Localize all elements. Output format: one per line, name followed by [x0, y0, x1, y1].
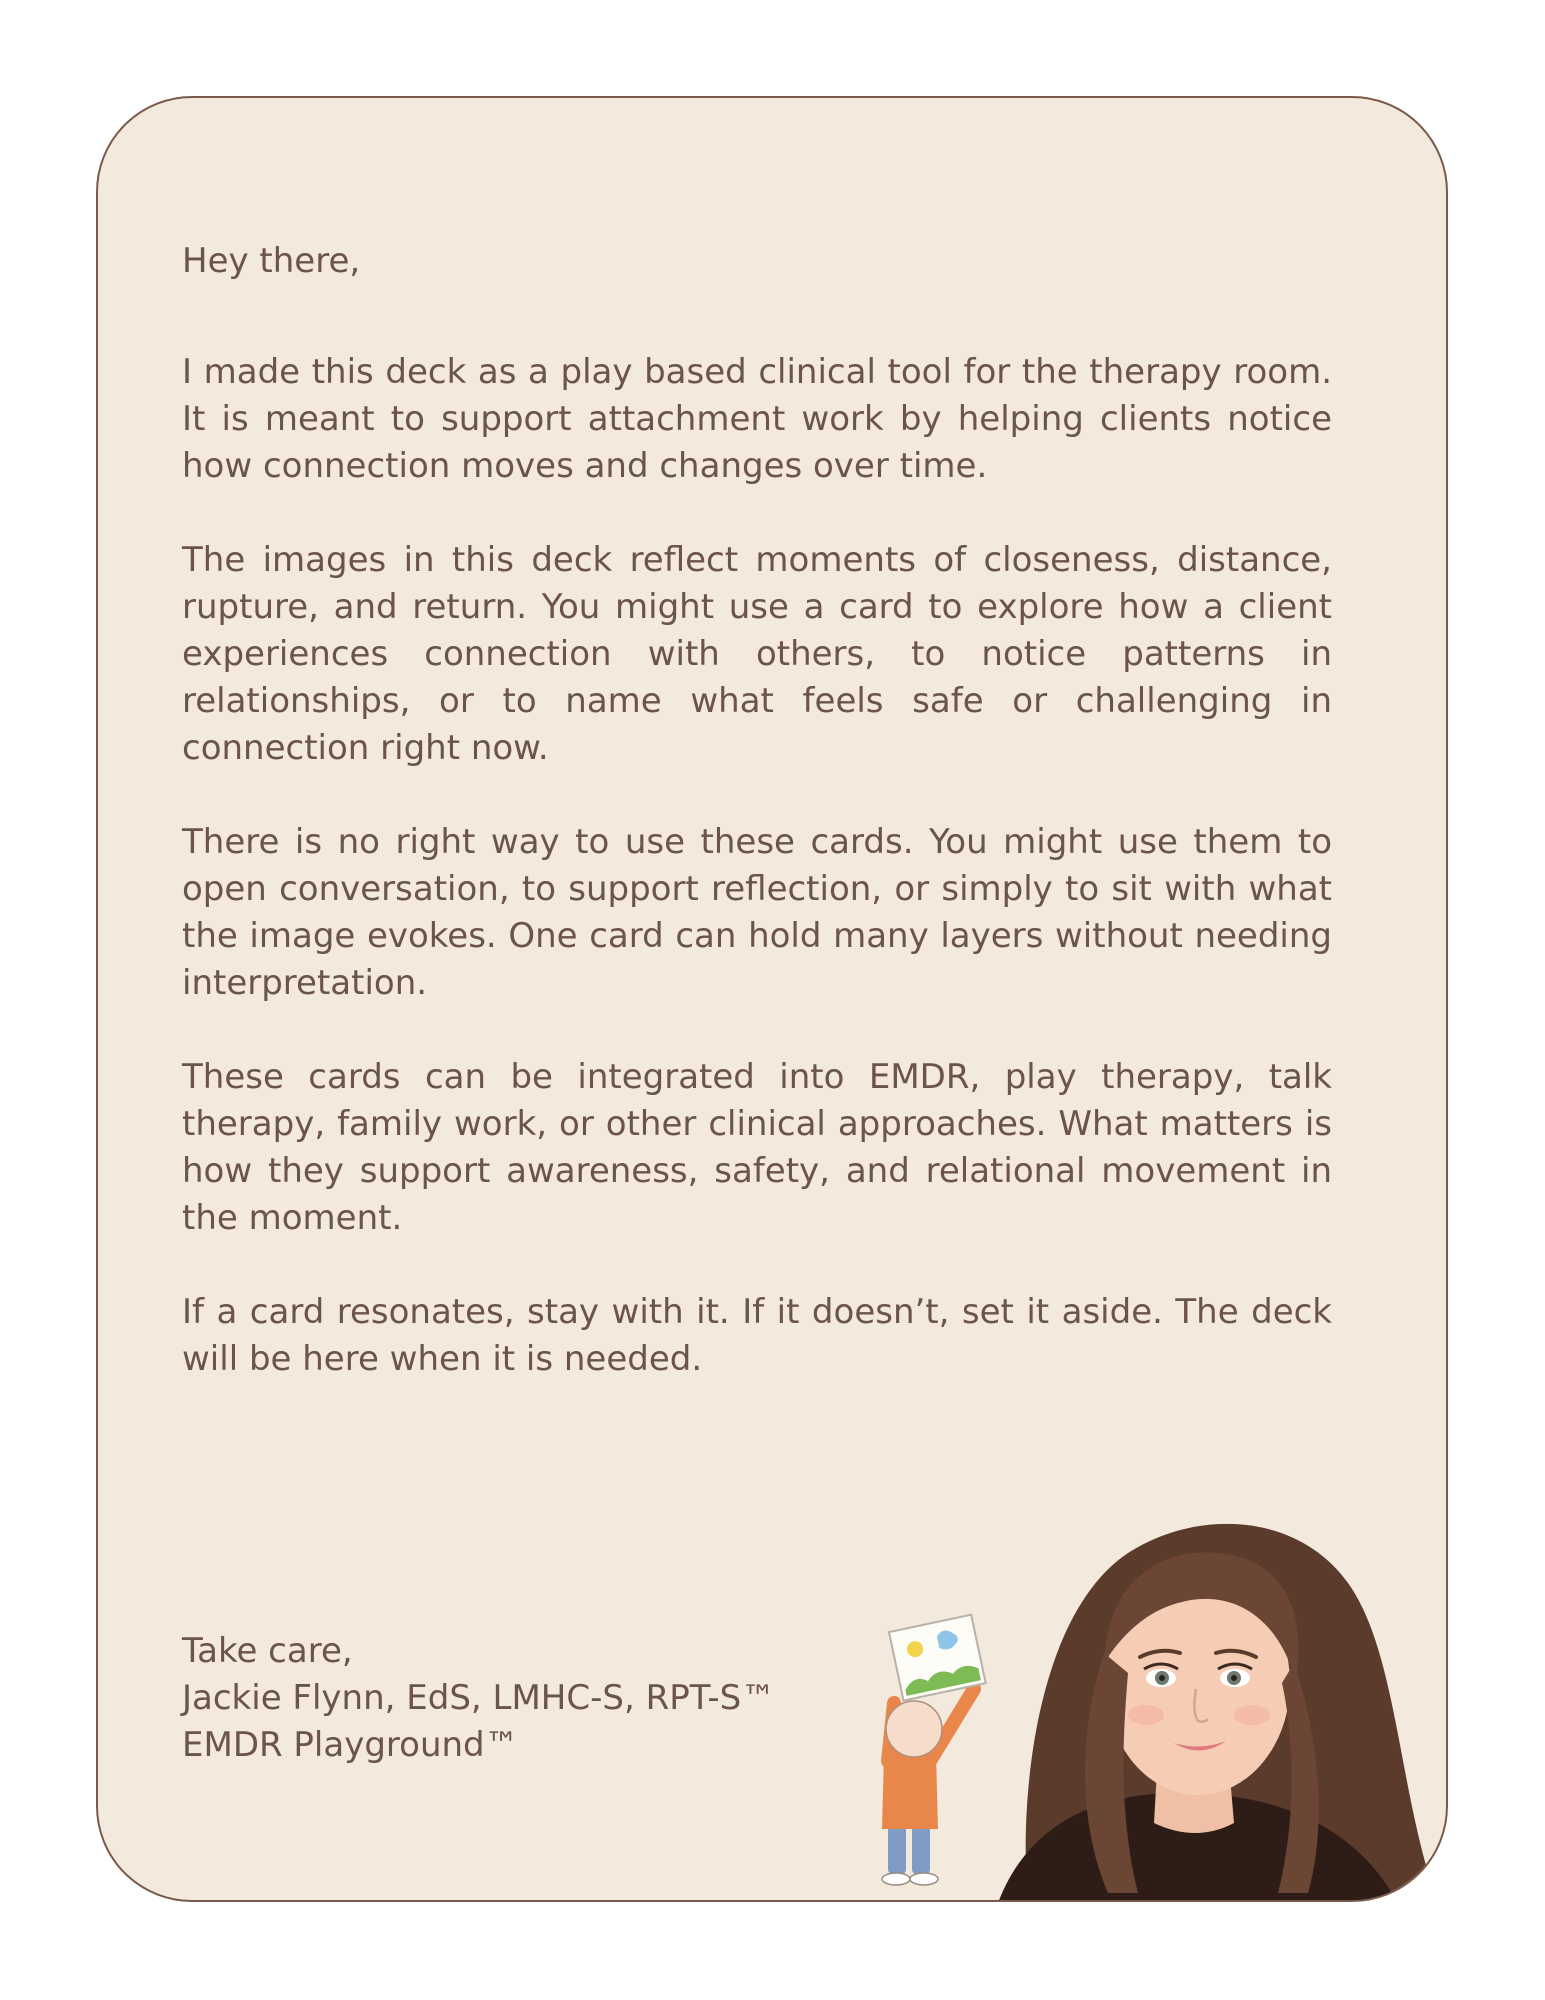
author-illustration — [878, 1493, 1448, 1902]
greeting: Hey there, — [182, 241, 361, 281]
paragraph-4: These cards can be integrated into EMDR, play therapy, talk therapy, family work, or other clinical approaches. What matters is how they support awareness, safety, and relational movement in the moment. — [182, 1057, 1332, 1238]
author-portrait — [998, 1524, 1438, 1902]
author-name: Jackie Flynn, EdS, LMHC-S, RPT-S™ — [182, 1678, 776, 1718]
closing: Take care, — [182, 1631, 353, 1671]
paragraph-2: The images in this deck reflect moments of closeness, distance, rupture, and return. You might use a card to explore how a client experiences connection with others, to notice patterns in relationships, or to name what feels safe or challenging in connection right now. — [182, 540, 1332, 768]
paragraph-5: If a card resonates, stay with it. If it doesn’t, set it aside. The deck will be here when it is needed. — [182, 1292, 1332, 1379]
letter-card — [96, 96, 1448, 1902]
organization-name: EMDR Playground™ — [182, 1725, 519, 1765]
paragraph-1: I made this deck as a play based clinical tool for the therapy room. It is meant to support attachment work by helping clients notice how connection moves and changes over time. — [182, 352, 1332, 486]
letter-body — [182, 238, 1332, 1430]
child-figure — [882, 1615, 986, 1885]
signature-block — [182, 1628, 775, 1769]
paragraph-3: There is no right way to use these cards. You might use them to open conversation, to support reflection, or simply to sit with what the image evokes. One card can hold many layers without needing interpretation. — [182, 822, 1332, 1003]
